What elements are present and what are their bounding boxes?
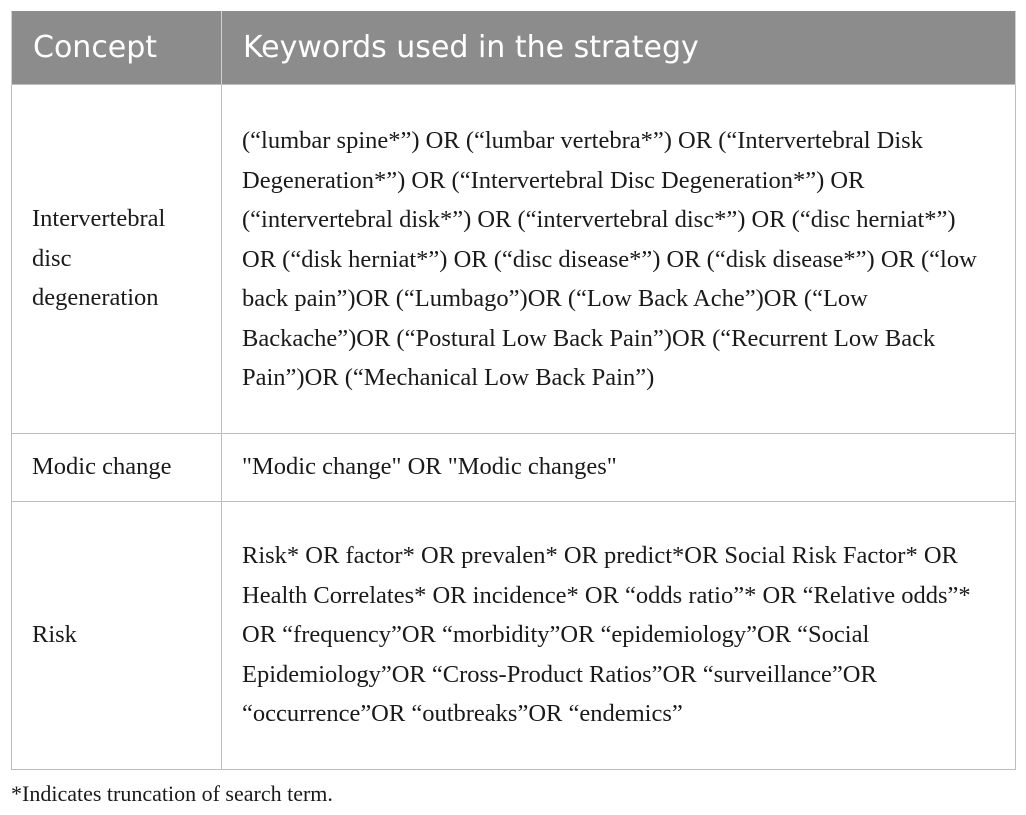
table-row [12,433,1016,501]
keywords-cell: Risk* OR factor* OR prevalen* OR predict*OR Social Risk Factor* OR Health Correlates* OR incidence* OR “odds ratio”* OR “Relative odds”* OR “frequency”OR “morbidity”OR “epidemiology”OR “Social Epidemiology”OR “Cross-Product Ratios”OR “surveillance”OR “occurrence”OR “outbreaks”OR “endemics” [222,501,1016,769]
table-header-row [12,11,1016,84]
search-strategy-table [11,11,1016,770]
table-row [12,84,1016,433]
concept-cell: Modic change [12,433,222,501]
table-footnote: *Indicates truncation of search term. [11,781,333,806]
keywords-cell: (“lumbar spine*”) OR (“lumbar vertebra*”) OR (“Intervertebral Disk Degeneration*”) OR (“Intervertebral Disc Degeneration*”) OR (“intervertebral disk*”) OR (“intervertebral disc*”) OR (“disc herniat*”) OR (“disk herniat*”) OR (“disc disease*”) OR (“disk disease*”) OR (“low back pain”)OR (“Lumbago”)OR (“Low Back Ache”)OR (“Low Backache”)OR (“Postural Low Back Pain”)OR (“Recurrent Low Back Pain”)OR (“Mechanical Low Back Pain”) [222,84,1016,433]
concept-cell: Risk [12,501,222,769]
header-keywords: Keywords used in the strategy [222,11,1016,84]
header-concept: Concept [12,11,222,84]
concept-cell: Intervertebral disc degeneration [12,84,222,433]
keywords-cell: "Modic change" OR "Modic changes" [222,433,1016,501]
table-row [12,501,1016,769]
search-strategy-table-container [11,11,1015,770]
